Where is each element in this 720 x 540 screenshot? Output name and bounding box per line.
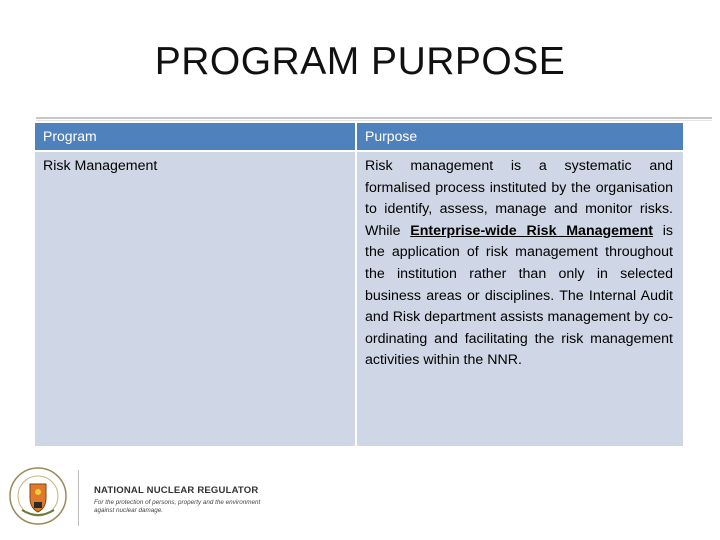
program-cell: Risk Management	[35, 152, 357, 446]
nnr-seal-icon	[8, 466, 68, 526]
organisation-name: NATIONAL NUCLEAR REGULATOR	[94, 485, 259, 496]
title-divider-shadow	[36, 120, 712, 121]
purpose-text-before: Risk management is a systematic and formalised process instituted by the organisation to identify, assess, manage and monitor risks. While	[365, 158, 673, 239]
purpose-emphasis: Enterprise-wide Risk Management	[410, 222, 653, 239]
organisation-tagline: For the protection of persons, property and the environment against nuclear damage.	[94, 499, 261, 514]
purpose-text-after: is the application of risk management throughout the institution rather than only in selected business areas or disciplines. The Internal Audit and Risk department assists management by co-ordinating and facilitating the risk management activities within the NNR.	[365, 222, 673, 369]
table-row	[35, 152, 683, 446]
purpose-text	[365, 156, 673, 372]
header-purpose: Purpose	[357, 123, 683, 150]
table-header-row	[35, 123, 683, 150]
purpose-cell	[357, 152, 683, 446]
purpose-table	[35, 123, 683, 446]
slide-title: PROGRAM PURPOSE	[154, 40, 566, 83]
title-divider	[36, 117, 712, 119]
header-program: Program	[35, 123, 357, 150]
footer-divider	[78, 470, 79, 526]
